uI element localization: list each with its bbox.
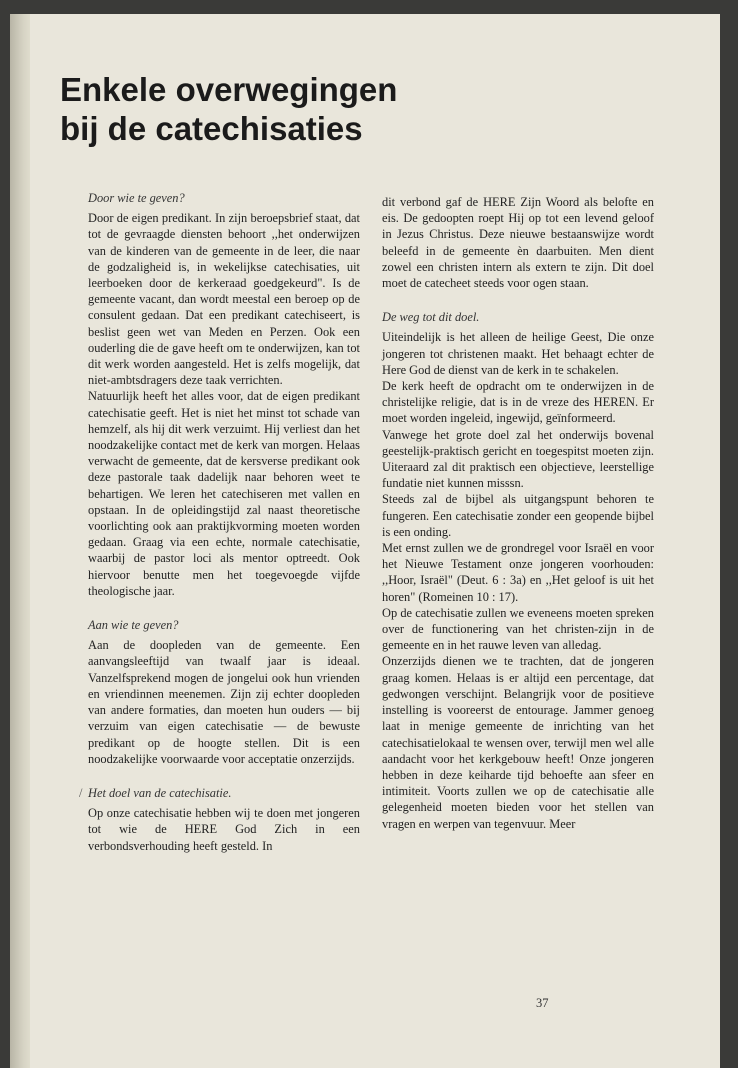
- paragraph: Op de catechisatie zullen we eveneens moeten spreken over de functionering van het christen-zijn in de gemeente en in het rauwe leven van alledag.: [382, 605, 654, 653]
- paragraph: Door de eigen predikant. In zijn beroepsbrief staat, dat tot de gevraagde diensten behoort ,,het onderwijzen van de kinderen van de gemeente in de leer, die naar de godzaligheid is, in wekelijkse catechisaties, uit leerboeken door de kerkeraad goedgekeurd". Is de gemeente vacant, dan wordt meestal een beroep op de consulent gedaan. Dat een predikant catechiseert, is beslist geen wet van Meden en Perzen. Ook een ouderling die de gave heeft om te onderwijzen, kan tot dit werk worden aangesteld. Het is zelfs mogelijk, dat niet-ambtsdragers deze taak verrichten.: [88, 211, 360, 388]
- margin-pencil-mark: /: [79, 785, 83, 800]
- page-number: 37: [536, 996, 549, 1010]
- section-heading-goal-text: Het doel van de catechisatie.: [88, 785, 232, 800]
- paragraph: Op onze catechisatie hebben wij te doen met jongeren tot wie de HERE God Zich in een verbondsverhouding heeft gesteld. In: [88, 806, 360, 853]
- section-heading-way: De weg tot dit doel.: [382, 310, 480, 325]
- book-binding: [10, 14, 32, 1068]
- paragraph: Natuurlijk heeft het alles voor, dat de eigen predikant catechisatie geeft. Het is niet het minst tot schade van hemzelf, als hij dit werk verzuimt. Hij verliest dan het noodzakelijke contact met de kerk van morgen. Helaas verwacht de gemeente, dat de kersverse predikant ook deze pastorale taak dadelijk naar behoren weet te behartigen. We leren het catechiseren met vallen en opstaan. In de opleidingstijd zal naast theoretische voorlichting ook aan praktijkvorming moeten worden gedaan. Graag via een echte, normale catechisatie, waarbij de pastor loci als mentor optreedt. Ook hiervoor benutte men het toegevoegde vijfde theologische jaar.: [88, 389, 360, 598]
- paragraph: Vanwege het grote doel zal het onderwijs bovenal geestelijk-praktisch gericht en toegespitst moeten zijn. Uiteraard zal dit praktisch een objectieve, leerstellige fundatie niet kunnen misssn.: [382, 427, 654, 491]
- right-column: [382, 194, 654, 832]
- paragraph-continued: dit verbond gaf de HERE Zijn Woord als belofte en eis. De gedoopten roept Hij op tot een levend geloof in Jezus Christus. Deze nieuwe bestaanswijze wordt beleefd in de gemeente èn daarbuiten. Men dient zowel een christen intern als extern te zijn. Dit doel moet de catecheet steeds voor ogen staan.: [382, 195, 654, 291]
- paragraph: Uiteindelijk is het alleen de heilige Geest, Die onze jongeren tot christenen maakt. Het behaagt echter de Here God de dienst van de kerk in te schakelen.: [382, 330, 654, 377]
- section-heading-to-whom: Aan wie te geven?: [88, 618, 179, 633]
- article-title: [60, 70, 620, 148]
- left-column: [79, 190, 360, 854]
- paragraph: Met ernst zullen we de grondregel voor Israël en voor het Nieuwe Testament onze jongeren voorhouden: ,,Hoor, Israël" (Deut. 6 : 3a) en ,,Het geloof is uit het horen" (Romeinen 10 : 17).: [382, 541, 654, 604]
- title-line-2: bij de catechisaties: [60, 110, 363, 147]
- title-line-1: Enkele overwegingen: [60, 71, 398, 108]
- paragraph: Onzerzijds dienen we te trachten, dat de jongeren graag komen. Helaas is er altijd een percentage, dat gedwongen verschijnt. Belangrijk voor de positieve instelling is vooreerst de entourage. Jammer genoeg laat in menige gemeente de inrichting van het catechisatielokaal te wensen over, terwijl men wel alle aandacht voor het kerkgebouw heeft! Onze jongeren hebben in deze keiharde tijd behoefte aan sfeer en intimiteit. Voorts zullen we op de catechisatie alle gelegenheid moeten bieden voor het stellen van vragen en werpen van tegenvuur. Meer: [382, 654, 654, 831]
- section-heading-who: Door wie te geven?: [88, 191, 185, 205]
- paragraph: Aan de doopleden van de gemeente. Een aanvangsleeftijd van twaalf jaar is ideaal. Vanzelfsprekend mogen de jongelui ook hun vrienden en vriendinnen meenemen. Zijn zij echter doopleden van andere formaties, dan moeten hun ouders — bij verzuim van eigen catechisatie — de bewuste predikant op de hoogte stellen. Dit is een noodzakelijke voorwaarde voor acceptatie onzerzijds.: [88, 638, 360, 766]
- paragraph: Steeds zal de bijbel als uitgangspunt behoren te fungeren. Een catechisatie zonder een geopende bijbel is een onding.: [382, 492, 654, 539]
- section-heading-goal: [79, 785, 360, 801]
- paragraph: De kerk heeft de opdracht om te onderwijzen in de christelijke religie, dat is in de vreze des HEREN. Er moet worden ingeleid, ingewijd, geïnformeerd.: [382, 379, 654, 426]
